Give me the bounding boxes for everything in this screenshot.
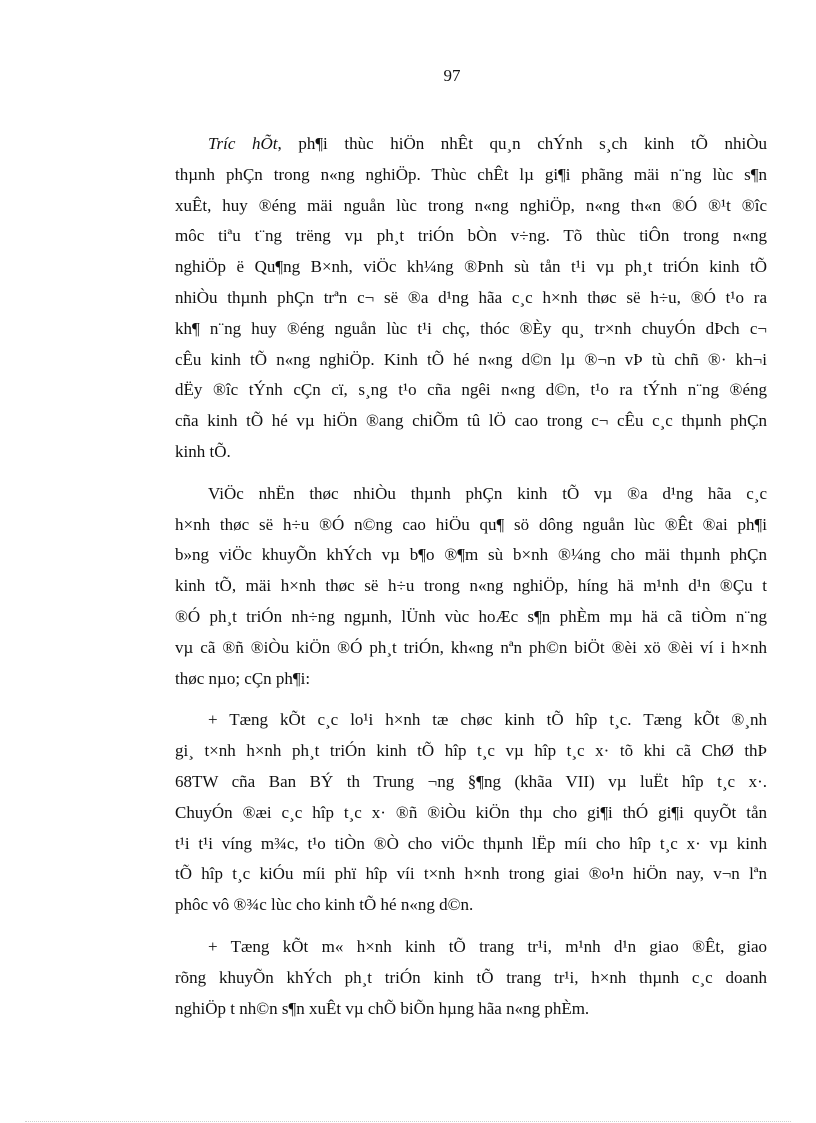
text-line: ViÖc nhËn thøc nhiÒu thµnh phÇn kinh tÕ vµ ®a d¹ng hãa c¸c bbox=[208, 483, 767, 503]
text-line: nhiÒu thµnh phÇn trªn c¬ së ®a d¹ng hãa c¸c h×nh thøc së h÷u, ®Ó t¹o ra bbox=[175, 287, 767, 307]
text-line: kinh tÕ. bbox=[175, 441, 231, 461]
text-line: nghiÖp ë Qu¶ng B×nh, viÖc kh¼ng ®Þnh sù tån t¹i vµ ph¸t triÓn kinh tÕ bbox=[175, 257, 767, 277]
text-line: kinh tÕ, mäi h×nh thøc së h÷u trong n«ng nghiÖp, híng hä m¹nh d¹n ®Çu t bbox=[175, 576, 767, 596]
text-line: môc tiªu t¨ng trëng vµ ph¸t triÓn bÒn v÷ng. Tõ thùc tiÔn trong n«ng bbox=[175, 226, 767, 246]
text-line: phôc vô ®¾c lùc cho kinh tÕ hé n«ng d©n. bbox=[175, 895, 474, 915]
text-line: b»ng viÖc khuyÕn khÝch vµ b¶o ®¶m sù b×nh ®¼ng cho mäi thµnh phÇn bbox=[175, 545, 767, 565]
text-line: t¹i t¹i víng m¾c, t¹o tiÒn ®Ò cho viÖc thµnh lËp míi cho hîp t¸c x· vµ kinh bbox=[175, 833, 767, 853]
text-line: 68TW cña Ban BÝ th Trung ¬ng §¶ng (khãa VII) vµ luËt hîp t¸c x·. bbox=[175, 771, 767, 791]
text-line: vµ cã ®ñ ®iÒu kiÖn ®Ó ph¸t triÓn, kh«ng nªn ph©n biÖt ®èi xö ®èi ví i h×nh bbox=[175, 637, 767, 657]
paragraph-4 bbox=[175, 932, 767, 1024]
italic-phrase: Tríc hÕt bbox=[208, 134, 278, 153]
text-line: cña kinh tÕ hé vµ hiÖn ®ang chiÕm tû lÖ cao trong c¬ cÊu c¸c thµnh phÇn bbox=[175, 411, 767, 431]
text-line: h×nh thøc së h÷u ®Ó n©ng cao hiÖu qu¶ sö dông nguån lùc ®Êt ®ai ph¶i bbox=[175, 514, 767, 534]
text-line: cÊu kinh tÕ n«ng nghiÖp. Kinh tÕ hé n«ng d©n lµ ®¬n vÞ tù chñ ®· kh¬i bbox=[175, 349, 767, 369]
paragraph-1 bbox=[175, 129, 767, 468]
text-line: ChuyÓn ®æi c¸c hîp t¸c x· ®ñ ®iÒu kiÖn thµ cho gi¶i thÓ gi¶i quyÕt tån bbox=[175, 802, 767, 822]
paragraph-2 bbox=[175, 479, 767, 695]
text-line: dËy ®îc tÝnh cÇn cï, s¸ng t¹o cña ngêi n«ng d©n, t¹o ra tÝnh n¨ng ®éng bbox=[175, 380, 767, 400]
text-line bbox=[175, 129, 767, 160]
text-line: rõng khuyÕn khÝch ph¸t triÓn kinh tÕ trang tr¹i, h×nh thµnh c¸c doanh bbox=[175, 967, 767, 987]
text-line: + Tæng kÕt c¸c lo¹i h×nh tæ chøc kinh tÕ hîp t¸c. Tæng kÕt ®¸nh bbox=[208, 710, 767, 730]
text-line: tÕ hîp t¸c kiÓu míi phï hîp víi t×nh h×nh trong giai ®o¹n hiÖn nay, v¬n lªn bbox=[175, 864, 767, 884]
page-number: 97 bbox=[443, 66, 461, 85]
text-line: kh¶ n¨ng huy ®éng nguån lùc t¹i chç, thóc ®Èy qu¸ tr×nh chuyÓn dÞch c¬ bbox=[175, 318, 767, 338]
text-line: + Tæng kÕt m« h×nh kinh tÕ trang tr¹i, m¹nh d¹n giao ®Êt, giao bbox=[208, 936, 767, 956]
text-line: ®Ó ph¸t triÓn nh÷ng ngµnh, lÜnh vùc hoÆc s¶n phÈm mµ hä cã tiÒm n¨ng bbox=[175, 606, 767, 626]
body-text bbox=[175, 129, 767, 1024]
text-line: nghiÖp t nh©n s¶n xuÊt vµ chÕ biÕn hµng hãa n«ng phÈm. bbox=[175, 998, 590, 1018]
text-line: thµnh phÇn trong n«ng nghiÖp. Thùc chÊt lµ gi¶i phãng mäi n¨ng lùc s¶n bbox=[175, 164, 767, 184]
text-line: thøc nµo; cÇn ph¶i: bbox=[175, 668, 311, 688]
text-run: , ph¶i thùc hiÖn nhÊt qu¸n chÝnh s¸ch kinh tÕ nhiÒu bbox=[277, 134, 767, 153]
text-line: xuÊt, huy ®éng mäi nguån lùc trong n«ng nghiÖp, n«ng th«n ®Ó ®¹t ®îc bbox=[175, 195, 767, 215]
paragraph-3 bbox=[175, 705, 767, 921]
text-line: gi¸ t×nh h×nh ph¸t triÓn kinh tÕ hîp t¸c vµ hîp t¸c x· tõ khi cã ChØ thÞ bbox=[175, 741, 767, 761]
page-bottom-border bbox=[25, 1121, 791, 1122]
